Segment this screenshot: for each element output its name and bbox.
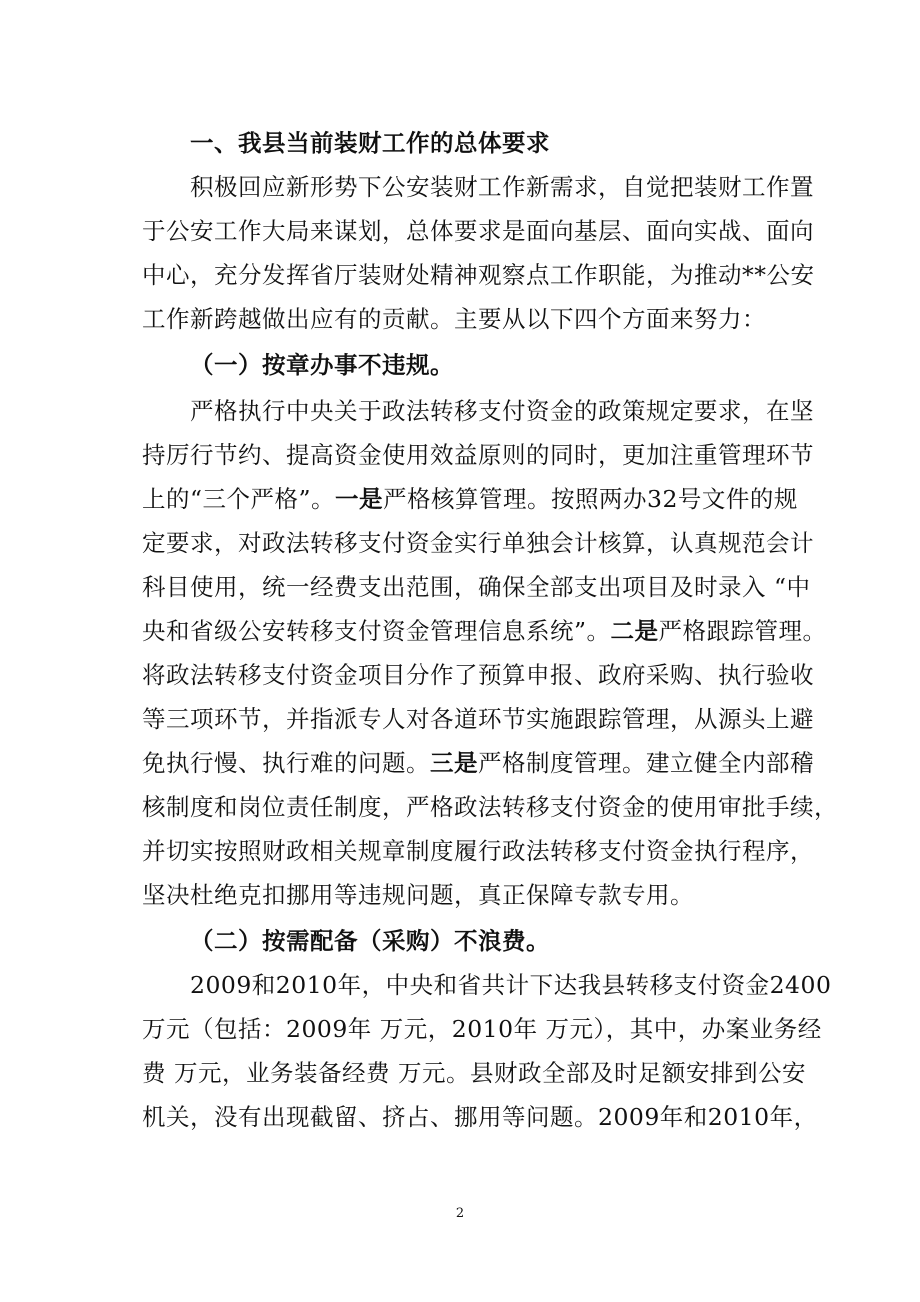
sub1-line-6a: 央和省级公安转移支付资金管理信息系统”。 — [142, 617, 611, 645]
sub2-line-3: 费 万元，业务装备经费 万元。县财政全部及时足额安排到公安 — [142, 1059, 806, 1087]
sub1-line-7: 将政法转移支付资金项目分作了预算申报、政府采购、执行验收 — [142, 661, 814, 689]
sub1-line-3c: 严格核算管理。按照两办32号文件的规 — [383, 485, 798, 513]
sub1-line-6 — [142, 616, 827, 646]
sub2-line-2: 万元（包括：2009年 万元，2010年 万元），其中，办案业务经 — [142, 1015, 822, 1043]
section-title: 一、我县当前装财工作的总体要求 — [190, 129, 550, 157]
intro-line-2: 于公安工作大局来谋划，总体要求是面向基层、面向实战、面向 — [142, 217, 814, 245]
sub1-line-4: 定要求，对政法转移支付资金实行单独会计核算，认真规范会计 — [142, 529, 814, 557]
sub1-line-6c: 严格跟踪管理。 — [658, 617, 827, 645]
sub1-line-9c: 严格制度管理。建立健全内部稽 — [478, 749, 814, 777]
sub1-line-11: 并切实按照财政相关规章制度履行政法转移支付资金执行程序， — [142, 837, 814, 865]
sub1-line-12: 坚决杜绝克扣挪用等违规问题，真正保障专款专用。 — [142, 881, 694, 909]
page-number: 2 — [455, 1206, 465, 1221]
sub1-line-9a: 免执行慢、执行难的问题。 — [142, 749, 430, 777]
sub1-line-5: 科目使用，统一经费支出范围，确保全部支出项目及时录入 “中 — [142, 573, 811, 601]
sub2-line-1: 2009和2010年，中央和省共计下达我县转移支付资金2400 — [190, 971, 832, 999]
sub1-line-2: 持厉行节约、提高资金使用效益原则的同时，更加注重管理环节 — [142, 441, 814, 469]
subsection-1-title: （一）按章办事不违规。 — [190, 351, 454, 379]
intro-line-1: 积极回应新形势下公安装财工作新需求，自觉把装财工作置 — [190, 173, 814, 201]
first-point-label: 一是 — [335, 485, 384, 513]
intro-line-4: 工作新跨越做出应有的贡献。主要从以下四个方面来努力： — [142, 305, 766, 333]
third-point-label: 三是 — [430, 749, 478, 777]
sub2-line-4: 机关，没有出现截留、挤占、挪用等问题。2009年和2010年， — [142, 1103, 818, 1131]
sub1-line-9 — [142, 748, 814, 778]
subsection-2-title: （二）按需配备（采购）不浪费。 — [190, 927, 550, 955]
sub1-line-3a: 上的“三个严格”。 — [142, 485, 336, 513]
sub1-line-8: 等三项环节，并指派专人对各道环节实施跟踪管理，从源头上避 — [142, 705, 814, 733]
sub1-line-1: 严格执行中央关于政法转移支付资金的政策规定要求，在坚 — [190, 397, 814, 425]
second-point-label: 二是 — [610, 617, 659, 645]
intro-line-3: 中心，充分发挥省厅装财处精神观察点工作职能，为推动**公安 — [142, 261, 815, 289]
sub1-line-10: 核制度和岗位责任制度，严格政法转移支付资金的使用审批手续， — [142, 793, 838, 821]
sub1-line-3 — [142, 484, 798, 514]
